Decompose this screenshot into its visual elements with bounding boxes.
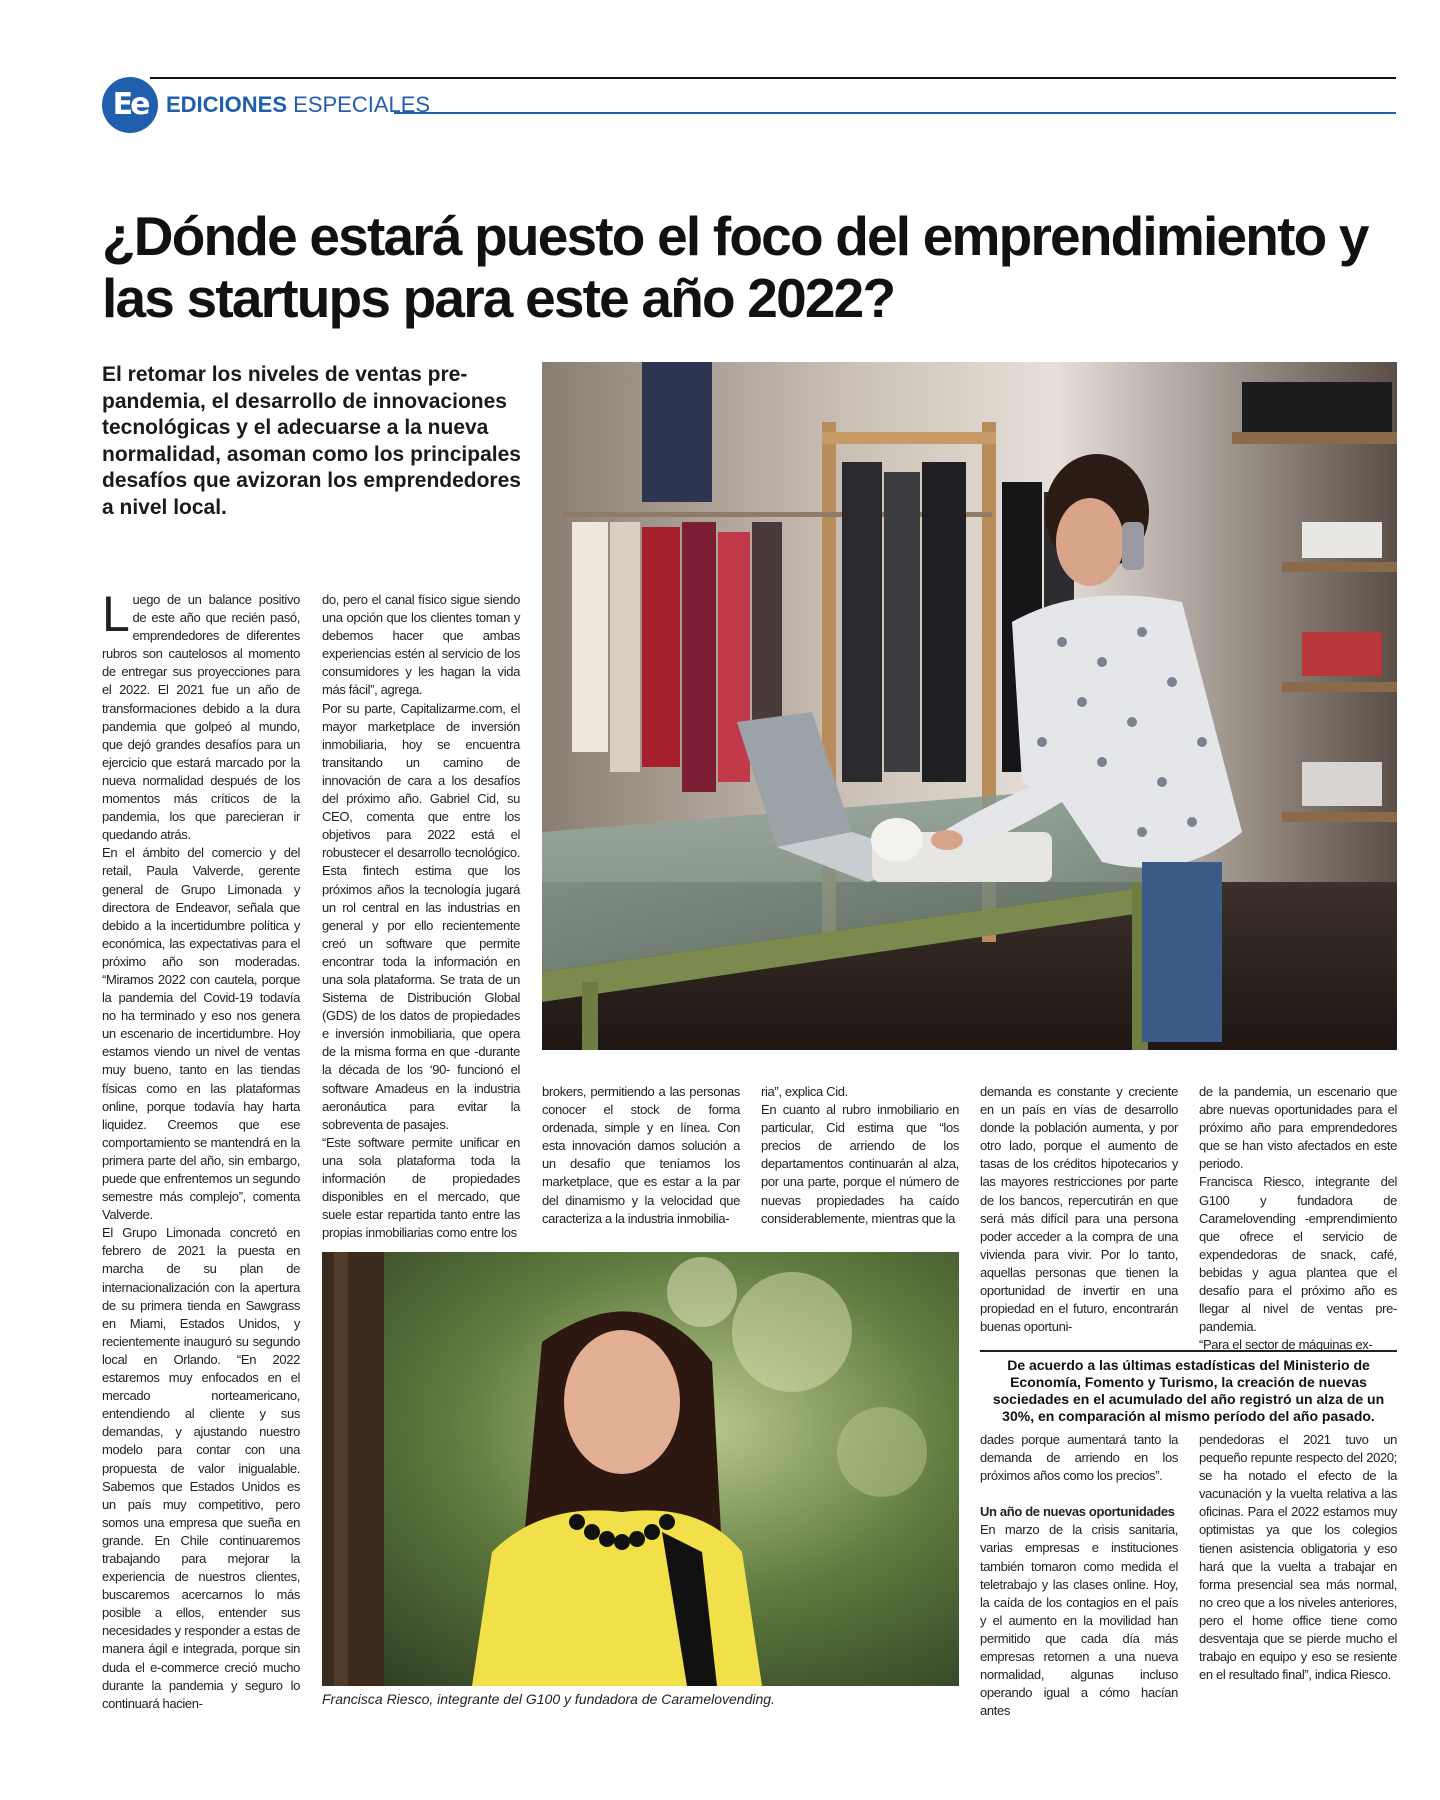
portrait-photo <box>322 1252 959 1686</box>
section-label-bold: EDICIONES <box>166 92 288 117</box>
paragraph: Por su parte, Capitalizarme.com, el mayor marketplace de inversión inmobiliaria, hoy se encuentra transitando un camino de innovación de cara a los desafíos del próximo año. Gabriel Cid, su CEO, comenta que entre los objetivos para 2022 está el robustecer el desarrollo tecnológico. Esta fintech estima que los próximos años la tecnología jugará un rol central en las industrias en general y por ello recientemente creó un software que permite encontrar toda la información en una sola plataforma. Se trata de un Sistema de Distribución Global (GDS) de los datos de propiedades e inversión inmobiliaria, que opera de la misma forma en que -durante la década de los ‘90- funcionó el software Amadeus en la industria aeronáutica para evitar la sobreventa de pasajes. <box>322 700 520 1132</box>
paragraph: El Grupo Limonada concretó en febrero de 2021 la puesta en marcha de su plan de internacionalización con la apertura de su primera tienda en Sawgrass en Miami, Estados Unidos, y recientemente inauguró su segundo local en Orlando. “En 2022 estaremos muy enfocados en el mercado norteamericano, entendiendo al cliente y sus demandas, y ajustando nuestro modelo para contar con una propuesta de valor inigualable. Sabemos que Estados Unidos es un país muy competitivo, pero somos una empresa que sueña en grande. En Chile continuaremos trabajando para mejorar la experiencia de nuestros clientes, buscaremos acercarnos lo más posible a ellos, entender sus necesidades y responder a estas de manera ágil e integrada, porque sin duda el e-commerce creció mucho durante la pandemia y seguro lo continuará hacien- <box>102 1225 300 1711</box>
section-rule <box>394 112 1396 114</box>
paragraph: “Este software permite unificar en una sola plataforma toda la información de propiedades disponibles en el mercado, que suele estar repartida tanto entre las propias inmobiliarias como entre los <box>322 1134 520 1241</box>
paragraph: Luego de un balance positivo de este año que recién pasó, emprendedores de diferentes rubros son cautelosos al momento de entregar sus proyecciones para el 2022. El 2021 fue un año de transformaciones debido a la dura pandemia que golpeó al mundo, que dejó grandes desafíos para un ejercicio que estará marcado por la nueva normalidad después de los momentos más críticos de la pandemia, los que parecieran ir quedando atrás. <box>102 586 300 843</box>
body-column-2 <box>322 591 520 1241</box>
section-label-light: ESPECIALES <box>293 92 431 117</box>
paragraph: En marzo de la crisis sanitaria, varias empresas e instituciones también tomaron como medida el teletrabajo y las clases online. Hoy, la caída de los contagios en el país y el aumento en la movilidad han permitido que cada día más empresas retornen a una nueva normalidad, algunas incluso operando igual a cómo hacían antes <box>980 1522 1178 1719</box>
paragraph: En cuanto al rubro inmobiliario en particular, Cid estima que “los precios de arriendo de los departamentos continuarán al alza, por una parte, porque el número de nuevas propiedades ha caído considerablemente, mientras que la <box>761 1102 959 1226</box>
body-column-3 <box>542 1083 740 1228</box>
dropcap: L <box>102 586 130 642</box>
paragraph: brokers, permitiendo a las personas conocer el stock de forma ordenada, simple y en línea. Con esta innovación damos solución a un desafío que teníamos los marketplace, que es estar a la par del dinamismo y la velocidad que caracteriza a la industria inmobilia- <box>542 1084 740 1226</box>
subhead: Un año de nuevas oportunidades <box>980 1504 1175 1520</box>
paragraph: dades porque aumentará tanto la demanda de arriendo en los próximos años como los precios”. <box>980 1432 1178 1484</box>
paragraph: de la pandemia, un escenario que abre nuevas oportunidades para el próximo año para emprendedores que se han visto afectados en este periodo. <box>1199 1084 1397 1172</box>
paragraph: Francisca Riesco, integrante del G100 y fundadora de Caramelovending -emprendimiento que ofrece el servicio de expendedoras de snack, café, bebidas y agua plantea que el desafío para el próximo año es llegar al nivel de ventas pre-pandemia. <box>1199 1174 1397 1335</box>
section-label[interactable] <box>166 92 430 118</box>
shop-photo <box>542 362 1397 1050</box>
body-column-6-lower <box>1199 1431 1397 1718</box>
top-rule <box>150 77 1396 79</box>
paragraph: ria”, explica Cid. <box>761 1084 848 1099</box>
ediciones-especiales-logo[interactable]: Ee <box>102 77 158 133</box>
body-column-6 <box>1199 1083 1397 1353</box>
pull-quote: De acuerdo a las últimas estadísticas del Ministerio de Economía, Fomento y Turismo, la creación de nuevas sociedades en el acumulado del año registró un alza de un 30%, en comparación al mismo período del año pasado. <box>980 1350 1397 1424</box>
article-headline: ¿Dónde estará puesto el foco del emprendimiento y las startups para este año 2022? <box>102 205 1368 329</box>
paragraph: “Para el sector de máquinas ex- <box>1199 1337 1373 1353</box>
paragraph: En el ámbito del comercio y del retail, Paula Valverde, gerente general de Grupo Limonada y directora de Endeavor, señala que debido a la incertidumbre política y económica, las expectativas para el próximo año son moderadas. “Miramos 2022 con cautela, porque la pandemia del Covid-19 todavía no ha terminado y eso nos genera un escenario de incertidumbre. Hoy estamos viendo un nivel de ventas muy bueno, tanto en las tiendas físicas como en las plataformas online, porque todavía hay harta liquidez. Creemos que ese comportamiento se mantendrá en la primera parte del año, sin embargo, puede que enfrentemos un segundo semestre más complejo”, comenta Valverde. <box>102 845 300 1223</box>
paragraph: pendedoras el 2021 tuvo un pequeño repunte respecto del 2020; se ha notado el efecto de la vacunación y la vuelta relativa a las oficinas. Para el 2022 estamos muy optimistas ya que los colegios tienen asistencia obligatoria y eso hará que la vuelta a trabajar en forma presencial sea más normal, no creo que a los niveles anteriores, pero el home office tiene como desventaja que se pierde mucho el trabajo en equipo y eso se resiente en el resultado final”, indica Riesco. <box>1199 1432 1397 1683</box>
article-deck: El retomar los niveles de ventas pre-pandemia, el desarrollo de innovaciones tecnológicas y el adecuarse a la nueva normalidad, asoman como los principales desafíos que avizoran los emprendedores a nivel local. <box>102 363 521 519</box>
body-column-1 <box>102 586 300 1718</box>
photo-caption: Francisca Riesco, integrante del G100 y fundadora de Caramelovending. <box>322 1691 775 1707</box>
paragraph: demanda es constante y creciente en un país en vías de desarrollo donde la población aumenta, y por otro lado, porque el aumento de tasas de los créditos hipotecarios y las mayores restricciones por parte de los bancos, repercutirán en que será más difícil para una persona poder acceder a la compra de una vivienda para vivir. Por lo tanto, aquellas personas que tienen la oportunidad de invertir en una propiedad en el futuro, encontrarán buenas oportuni- <box>980 1084 1178 1335</box>
body-column-5-lower <box>980 1431 1178 1718</box>
body-column-4 <box>761 1083 959 1228</box>
paragraph: do, pero el canal físico sigue siendo una opción que los clientes toman y debemos hacer que ambas experiencias estén al servicio de los consumidores y les hagan la vida más fácil”, agrega. <box>322 592 520 698</box>
body-column-5 <box>980 1083 1178 1348</box>
